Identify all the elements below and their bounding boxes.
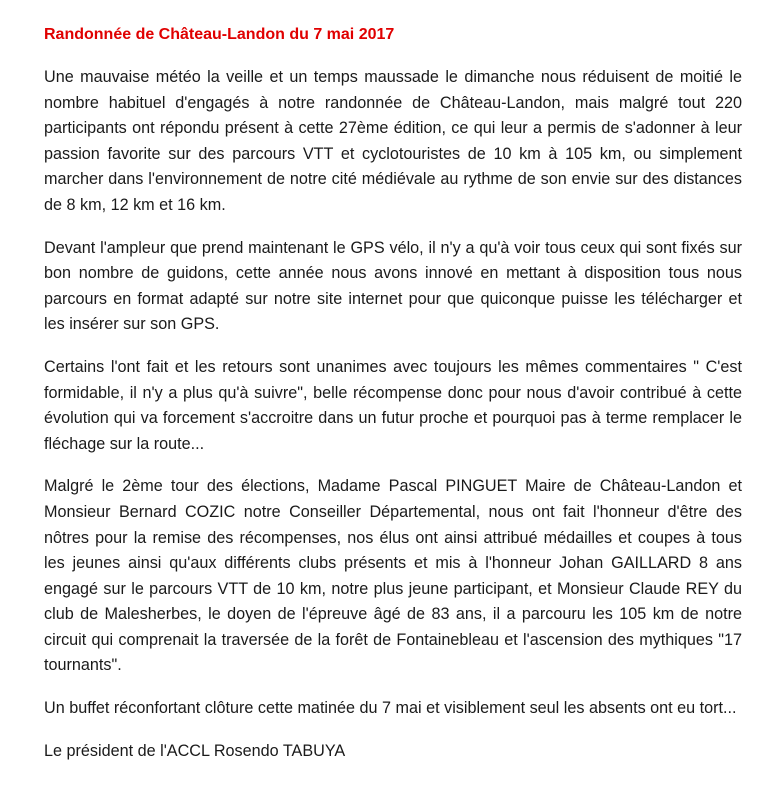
paragraph-buffet: Un buffet réconfortant clôture cette matinée du 7 mai et visiblement seul les absents ont eu tort... (44, 699, 737, 718)
paragraph-gps: Devant l'ampleur que prend maintenant le GPS vélo, il n'y a qu'à voir tous ceux qui sont fixés sur bon nombre de guidons, cette année nous avons innové en mettant à disposition tous nous parcours en format adapté sur notre site internet pour que quiconque puisse les télécharger et les insérer sur son GPS. (44, 238, 742, 334)
paragraph-awards: Malgré le 2ème tour des élections, Madame Pascal PINGUET Maire de Château-Landon et Monsieur Bernard COZIC notre Conseiller Départemental, nous ont fait l'honneur d'être des nôtres pour la remise des récompenses, nos élus ont ainsi attribué médailles et coupes à tous les jeunes ainsi qu'aux différents clubs présents et mis à l'honneur Johan GAILLARD 8 ans engagé sur le parcours VTT de 10 km, notre plus jeune participant, et Monsieur Claude REY du club de Malesherbes, le doyen de l'épreuve âgé de 83 ans, il a parcouru les 105 km de notre circuit qui comprenait la traversée de la forêt de Fontainebleau et l'ascension des mythiques "17 tournants". (44, 477, 742, 675)
paragraph-feedback: Certains l'ont fait et les retours sont unanimes avec toujours les mêmes commentaires " C'est formidable, il n'y a plus qu'à suivre", belle récompense donc pour nous d'avoir contribué à cette évolution qui va forcement s'accroitre dans un futur proche et pourquoi pas à terme remplacer le fléchage sur la route... (44, 357, 742, 453)
document-page (44, 22, 742, 764)
document-title: Randonnée de Château-Landon du 7 mai 2017 (44, 26, 395, 43)
paragraph-intro: Une mauvaise météo la veille et un temps maussade le dimanche nous réduisent de moitié le nombre habituel d'engagés à notre randonnée de Château-Landon, mais malgré tout 220 participants ont répondu présent à cette 27ème édition, ce qui leur a permis de s'adonner à leur passion favorite sur des parcours VTT et cyclotouristes de 10 km à 105 km, ou simplement marcher dans l'environnement de notre cité médiévale au rythme de son envie sur des distances de 8 km, 12 km et 16 km. (44, 68, 742, 214)
signature-line: Le président de l'ACCL Rosendo TABUYA (44, 741, 346, 760)
